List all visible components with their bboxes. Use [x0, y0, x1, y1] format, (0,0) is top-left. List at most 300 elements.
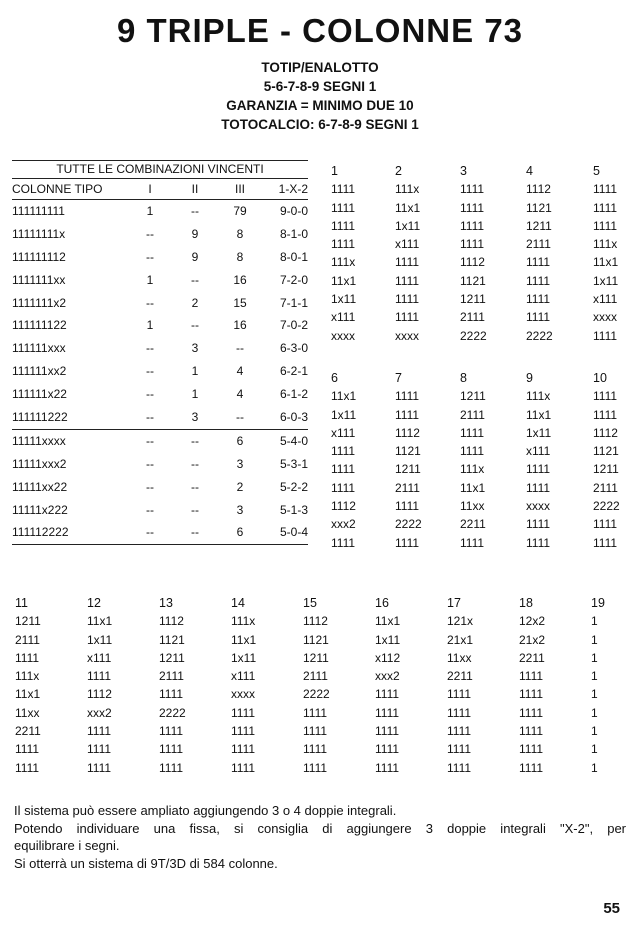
- column-sign-group: 2222: [526, 328, 553, 343]
- column-sign-group: 2111: [593, 480, 618, 495]
- column-sign-group: 11xx: [447, 650, 472, 665]
- table-cell: 111111xxx: [12, 341, 66, 356]
- column-sign-group: 1112: [526, 182, 551, 197]
- column-sign-group: 1x11: [375, 632, 401, 647]
- column-sign-group: 1111: [87, 724, 112, 739]
- table-cell: --: [146, 341, 154, 356]
- column-sign-group: 1x11: [231, 650, 257, 665]
- table-cell: 11111xxxx: [12, 433, 66, 448]
- table-cell: 2: [191, 295, 199, 310]
- system-column: [395, 369, 460, 552]
- column-sign-group: 1111: [87, 742, 112, 757]
- column-number: 16: [375, 596, 389, 610]
- column-number: 6: [331, 371, 338, 385]
- table-cell: 111111122: [12, 318, 67, 333]
- table-cell: 7-0-2: [279, 318, 308, 333]
- column-sign-group: 21x2: [519, 632, 546, 647]
- column-sign-group: 1111: [159, 742, 184, 757]
- column-sign-group: 1111: [447, 724, 472, 739]
- column-number: 10: [593, 371, 607, 385]
- column-sign-group: 1111: [395, 273, 420, 288]
- table-row: [12, 292, 308, 315]
- table-cell: 6-1-2: [279, 387, 308, 402]
- table-cell: 8: [236, 249, 244, 264]
- table-cell: 11111x222: [12, 502, 68, 517]
- table-row: [12, 383, 308, 406]
- table-cell: --: [191, 479, 199, 494]
- table-cell: 5-1-3: [279, 502, 308, 517]
- column-sign-group: 1111: [526, 292, 551, 307]
- table-cell: --: [146, 226, 154, 241]
- table-header-row: [12, 179, 308, 200]
- table-cell: 11111xxx2: [12, 456, 67, 471]
- column-sign-group: 1111: [593, 517, 618, 532]
- column-sign-group: 1111: [87, 760, 112, 775]
- column-sign-group: 1121: [460, 273, 486, 288]
- column-sign-group: 1111: [395, 535, 420, 550]
- column-sign-group: 1: [591, 650, 598, 665]
- table-title: TUTTE LE COMBINAZIONI VINCENTI: [12, 160, 308, 179]
- column-sign-group: 2211: [447, 669, 473, 684]
- column-sign-group: xxxx: [593, 310, 617, 325]
- column-sign-group: 1121: [395, 444, 421, 459]
- system-column: [447, 594, 519, 777]
- column-sign-group: 1111: [303, 760, 328, 775]
- column-sign-group: 11x1: [593, 255, 619, 270]
- column-sign-group: x111: [331, 310, 356, 325]
- column-sign-group: 1: [591, 705, 598, 720]
- column-sign-group: 1111: [460, 218, 485, 233]
- system-column: [519, 594, 591, 777]
- system-column: [331, 369, 395, 552]
- column-sign-group: 1111: [519, 760, 544, 775]
- table-row: [12, 521, 308, 545]
- column-sign-group: 1: [591, 669, 598, 684]
- table-cell: 7-1-1: [279, 295, 308, 310]
- column-sign-group: 2111: [15, 632, 40, 647]
- column-number: 19: [591, 596, 605, 610]
- column-sign-group: 11xx: [15, 705, 40, 720]
- column-number: 1: [331, 164, 338, 178]
- column-sign-group: xxxx: [331, 328, 355, 343]
- column-number: 13: [159, 596, 173, 610]
- table-cell: 1: [146, 318, 154, 333]
- column-sign-group: 1211: [593, 462, 619, 477]
- column-sign-group: x112: [375, 650, 401, 665]
- column-sign-group: 1111: [519, 724, 544, 739]
- table-cell: 111112222: [12, 525, 69, 540]
- column-sign-group: 1112: [460, 255, 485, 270]
- column-sign-group: 1111: [395, 389, 420, 404]
- column-sign-group: 1111: [526, 273, 551, 288]
- table-cell: 111111112: [12, 249, 66, 264]
- table-cell: --: [191, 433, 199, 448]
- column-number: 14: [231, 596, 245, 610]
- column-sign-group: 1111: [447, 705, 472, 720]
- system-column: [526, 369, 593, 552]
- column-sign-group: 1x11: [593, 273, 619, 288]
- table-cell: 111111222: [12, 410, 68, 425]
- column-sign-group: 1112: [331, 499, 356, 514]
- table-row: [12, 406, 308, 429]
- table-cell: 15: [233, 295, 247, 310]
- note-line: equilibrare i segni.: [14, 838, 120, 853]
- column-number: 15: [303, 596, 317, 610]
- table-cell: --: [146, 479, 154, 494]
- column-sign-group: 1112: [395, 425, 420, 440]
- column-sign-group: 1111: [331, 462, 356, 477]
- column-sign-group: 1111: [159, 687, 184, 702]
- column-sign-group: 1112: [303, 614, 328, 629]
- column-number: 17: [447, 596, 461, 610]
- column-sign-group: 1111: [593, 389, 618, 404]
- column-sign-group: 1111: [460, 237, 485, 252]
- column-sign-group: 1111: [447, 760, 472, 775]
- column-sign-group: 1111: [526, 462, 551, 477]
- column-number: 4: [526, 164, 533, 178]
- table-cell: --: [191, 204, 199, 218]
- note-line: Il sistema può essere ampliato aggiungendo 3 o 4 doppie integrali.: [14, 803, 397, 818]
- column-sign-group: 1111: [15, 742, 40, 757]
- table-cell: 111111111: [12, 204, 65, 218]
- table-cell: 1111111xx: [12, 272, 66, 287]
- column-sign-group: 1121: [593, 444, 619, 459]
- column-sign-group: 11x1: [87, 614, 113, 629]
- column-number: 8: [460, 371, 467, 385]
- table-cell: 9: [191, 226, 199, 241]
- column-sign-group: 1111: [519, 742, 544, 757]
- table-cell: 1: [191, 364, 199, 379]
- column-number: 11: [15, 596, 28, 610]
- column-sign-group: 1111: [375, 705, 400, 720]
- column-sign-group: 1111: [395, 255, 420, 270]
- column-sign-group: xxxx: [231, 687, 255, 702]
- table-row: [12, 269, 308, 292]
- column-sign-group: 1111: [526, 535, 551, 550]
- column-sign-group: 1111: [395, 310, 420, 325]
- column-sign-group: 1211: [159, 650, 185, 665]
- columns-block-2: [331, 369, 633, 552]
- table-cell: 1: [146, 204, 154, 218]
- table-cell: --: [146, 295, 154, 310]
- column-sign-group: 1111: [375, 687, 400, 702]
- column-sign-group: 1211: [460, 389, 486, 404]
- table-cell: 111111x22: [12, 387, 67, 402]
- table-cell: 16: [233, 272, 247, 287]
- column-sign-group: 2222: [593, 499, 620, 514]
- column-sign-group: 11x1: [231, 632, 257, 647]
- column-sign-group: 1111: [519, 669, 544, 684]
- column-sign-group: 1112: [87, 687, 112, 702]
- system-column: [593, 162, 633, 345]
- column-sign-group: 1211: [15, 614, 41, 629]
- table-cell: --: [236, 410, 244, 425]
- table-cell: 4: [236, 364, 244, 379]
- column-sign-group: 1111: [593, 328, 618, 343]
- column-sign-group: xxx2: [331, 517, 356, 532]
- column-sign-group: x111: [593, 292, 618, 307]
- system-column: [593, 369, 633, 552]
- table-cell: 4: [236, 387, 244, 402]
- column-sign-group: 2222: [303, 687, 330, 702]
- column-sign-group: 1111: [593, 218, 618, 233]
- column-sign-group: 1112: [593, 425, 618, 440]
- table-cell: 5-4-0: [279, 433, 308, 448]
- system-column: [15, 594, 87, 777]
- column-sign-group: 1111: [231, 705, 256, 720]
- table-row: [12, 453, 308, 476]
- table-cell: 3: [236, 502, 244, 517]
- columns-block-1: [331, 162, 633, 345]
- table-cell: 2: [236, 479, 244, 494]
- column-sign-group: 1111: [526, 310, 551, 325]
- column-sign-group: 21x1: [447, 632, 474, 647]
- table-cell: 5-0-4: [279, 525, 308, 540]
- column-sign-group: 1111: [519, 705, 544, 720]
- column-sign-group: 1111: [15, 650, 40, 665]
- column-sign-group: xxxx: [526, 499, 550, 514]
- column-sign-group: 1121: [159, 632, 185, 647]
- column-sign-group: 1111: [460, 444, 485, 459]
- table-cell: --: [191, 272, 199, 287]
- table-cell: 11111111x: [12, 226, 66, 241]
- table-cell: 8-0-1: [279, 249, 308, 264]
- column-sign-group: 1111: [395, 292, 420, 307]
- system-column: [460, 162, 526, 345]
- column-sign-group: 1: [591, 632, 598, 647]
- column-sign-group: 1111: [375, 724, 400, 739]
- column-sign-group: 11x1: [331, 389, 357, 404]
- column-sign-group: 11x1: [460, 480, 486, 495]
- column-sign-group: 1111: [395, 407, 420, 422]
- column-sign-group: 2111: [159, 669, 184, 684]
- column-sign-group: 1111: [303, 742, 328, 757]
- table-row: [12, 314, 308, 337]
- column-header: 1-X-2: [278, 182, 308, 196]
- table-cell: --: [146, 456, 154, 471]
- column-sign-group: 1111: [375, 742, 400, 757]
- table-row: [12, 360, 308, 383]
- column-sign-group: 1111: [303, 705, 328, 720]
- table-cell: --: [146, 410, 154, 425]
- table-cell: 9: [191, 249, 199, 264]
- column-sign-group: 1x11: [87, 632, 113, 647]
- column-sign-group: 1: [591, 724, 598, 739]
- column-sign-group: x111: [87, 650, 112, 665]
- column-sign-group: 2111: [303, 669, 328, 684]
- column-sign-group: x111: [526, 444, 551, 459]
- column-sign-group: 2111: [460, 310, 485, 325]
- column-sign-group: xxx2: [375, 669, 400, 684]
- column-sign-group: 1x11: [331, 407, 357, 422]
- table-cell: --: [146, 364, 154, 379]
- column-sign-group: 1111: [526, 517, 551, 532]
- column-sign-group: 1111: [460, 425, 485, 440]
- system-column: [395, 162, 460, 345]
- system-column: [526, 162, 593, 345]
- column-sign-group: 1111: [331, 218, 356, 233]
- system-column: [231, 594, 303, 777]
- table-row: [12, 476, 308, 499]
- column-sign-group: 2211: [519, 650, 545, 665]
- column-sign-group: 2222: [395, 517, 422, 532]
- column-sign-group: 1211: [526, 218, 552, 233]
- column-sign-group: 11xx: [460, 499, 485, 514]
- column-sign-group: 111x: [460, 462, 485, 477]
- column-sign-group: 1111: [460, 182, 485, 197]
- column-sign-group: 11x1: [375, 614, 401, 629]
- column-sign-group: 1112: [159, 614, 184, 629]
- column-sign-group: 1211: [303, 650, 329, 665]
- table-cell: 6-3-0: [279, 341, 308, 356]
- columns-block-3: [15, 594, 613, 777]
- column-sign-group: 1111: [231, 742, 256, 757]
- table-cell: --: [146, 249, 154, 264]
- column-sign-group: 1111: [159, 724, 184, 739]
- column-sign-group: 1111: [331, 535, 356, 550]
- table-cell: 11111xx22: [12, 479, 68, 494]
- subtitle-line: GARANZIA = MINIMO DUE 10: [226, 98, 414, 113]
- column-sign-group: 11x1: [331, 273, 357, 288]
- table-cell: 9-0-0: [279, 204, 308, 218]
- column-sign-group: x111: [331, 425, 356, 440]
- column-sign-group: 1121: [303, 632, 329, 647]
- table-cell: --: [146, 525, 154, 540]
- column-sign-group: 1111: [447, 742, 472, 757]
- table-row: [12, 337, 308, 360]
- column-sign-group: xxx2: [87, 705, 112, 720]
- column-sign-group: 1111: [460, 200, 485, 215]
- column-sign-group: 1111: [87, 669, 112, 684]
- note-line: Potendo individuare una fissa, si consiglia di aggiungere 3 doppie integrali "X-2", per: [14, 820, 626, 836]
- table-cell: 6-0-3: [279, 410, 308, 425]
- column-sign-group: 1211: [460, 292, 486, 307]
- column-sign-group: 1111: [231, 724, 256, 739]
- column-sign-group: 1111: [331, 182, 356, 197]
- notes: [14, 802, 626, 872]
- table-cell: 5-2-2: [279, 479, 308, 494]
- column-sign-group: 1x11: [526, 425, 552, 440]
- column-sign-group: 1111: [15, 760, 40, 775]
- column-sign-group: 1: [591, 687, 598, 702]
- subtitle-line: TOTOCALCIO: 6-7-8-9 SEGNI 1: [221, 117, 419, 132]
- column-number: 7: [395, 371, 402, 385]
- column-sign-group: 2111: [526, 237, 551, 252]
- column-sign-group: 1111: [526, 480, 551, 495]
- column-sign-group: 1111: [519, 687, 544, 702]
- table-cell: 8-1-0: [279, 226, 308, 241]
- column-sign-group: 2222: [159, 705, 186, 720]
- table-cell: 3: [191, 410, 199, 425]
- column-sign-group: 1111: [593, 200, 618, 215]
- column-sign-group: 111x: [593, 237, 618, 252]
- column-sign-group: 12x2: [519, 614, 546, 629]
- column-header: II: [191, 182, 199, 196]
- table-cell: --: [191, 502, 199, 517]
- column-sign-group: 1111: [303, 724, 328, 739]
- column-sign-group: 1111: [331, 200, 356, 215]
- column-sign-group: 1111: [593, 407, 618, 422]
- table-cell: 6: [236, 525, 244, 540]
- column-number: 9: [526, 371, 533, 385]
- column-sign-group: 1111: [331, 237, 356, 252]
- table-cell: 5-3-1: [279, 456, 308, 471]
- page-title: 9 TRIPLE - COLONNE 73: [116, 12, 524, 49]
- column-sign-group: 2222: [460, 328, 487, 343]
- column-sign-group: 1111: [331, 480, 356, 495]
- system-column: [331, 162, 395, 345]
- table-cell: 16: [233, 318, 247, 333]
- system-column: [303, 594, 375, 777]
- column-sign-group: 11x1: [526, 407, 552, 422]
- column-sign-group: 111x: [395, 182, 420, 197]
- table-row: [12, 246, 308, 269]
- column-sign-group: 1111: [231, 760, 256, 775]
- table-cell: --: [146, 433, 154, 448]
- subtitle-line: 5-6-7-8-9 SEGNI 1: [263, 79, 377, 94]
- system-column: [87, 594, 159, 777]
- page-number: 55: [603, 900, 620, 917]
- system-column: [375, 594, 447, 777]
- table-cell: 3: [191, 341, 199, 356]
- column-sign-group: 2111: [460, 407, 485, 422]
- column-sign-group: 11x1: [395, 200, 421, 215]
- table-cell: 79: [233, 204, 247, 218]
- table-cell: 6-2-1: [279, 364, 308, 379]
- column-header: III: [234, 182, 245, 196]
- table-row: [12, 429, 308, 453]
- table-cell: 3: [236, 456, 244, 471]
- table-cell: 1: [191, 387, 199, 402]
- column-header: COLONNE TIPO: [12, 182, 103, 196]
- column-sign-group: 1111: [375, 760, 400, 775]
- column-sign-group: 2211: [15, 724, 41, 739]
- system-column: [591, 594, 613, 777]
- column-header: I: [148, 182, 152, 196]
- column-sign-group: 1: [591, 760, 598, 775]
- table-cell: 1: [146, 272, 154, 287]
- column-sign-group: 2111: [395, 480, 420, 495]
- table-cell: --: [146, 387, 154, 402]
- column-sign-group: 1111: [460, 535, 485, 550]
- column-sign-group: 1121: [526, 200, 552, 215]
- table-cell: 8: [236, 226, 244, 241]
- column-number: 2: [395, 164, 402, 178]
- note-line: Si otterrà un sistema di 9T/3D di 584 colonne.: [14, 855, 278, 871]
- system-column: [460, 369, 526, 552]
- column-sign-group: 1: [591, 742, 598, 757]
- table-row: [12, 200, 308, 223]
- column-sign-group: 1x11: [395, 218, 421, 233]
- column-sign-group: 111x: [231, 614, 256, 629]
- table-cell: 7-2-0: [279, 272, 308, 287]
- table-cell: --: [191, 456, 199, 471]
- table-cell: --: [191, 525, 199, 540]
- column-sign-group: 2211: [460, 517, 486, 532]
- column-sign-group: x111: [231, 669, 256, 684]
- column-sign-group: 1111: [159, 760, 184, 775]
- column-sign-group: xxxx: [395, 328, 419, 343]
- table-cell: 1111111x2: [12, 295, 67, 310]
- column-sign-group: 1111: [593, 182, 618, 197]
- table-cell: 6: [236, 433, 244, 448]
- column-sign-group: 1111: [331, 444, 356, 459]
- table-cell: --: [191, 318, 199, 333]
- column-number: 18: [519, 596, 533, 610]
- column-sign-group: 1111: [447, 687, 472, 702]
- column-sign-group: 111x: [15, 669, 40, 684]
- table-cell: 111111xx2: [12, 364, 67, 379]
